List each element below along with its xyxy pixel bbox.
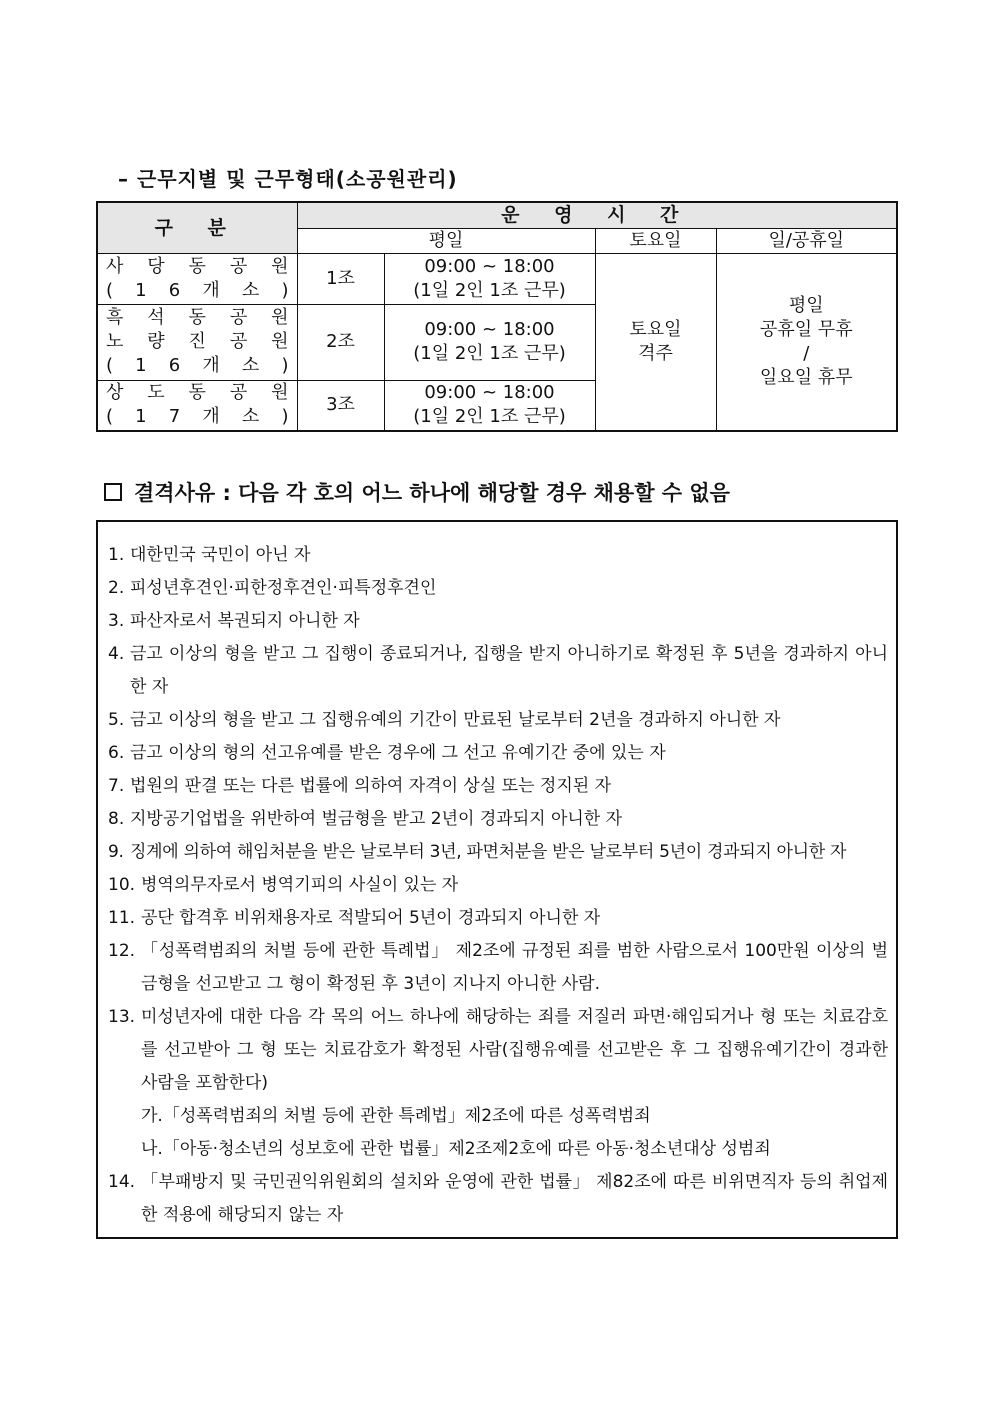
item-text: 금고 이상의 형을 받고 그 집행유예의 기간이 만료된 날로부터 2년을 경과하지 아니한 자	[130, 710, 781, 730]
team-1: 1조	[297, 253, 384, 304]
item-number: 14.	[108, 1172, 136, 1192]
item-text: 금고 이상의 형을 받고 그 집행이 종료되거나, 집행을 받지 아니하기로 확정된 후 5년을 경과하지 아니한 자	[130, 644, 888, 697]
sunday-schedule	[716, 253, 897, 431]
item-text: 피성년후견인·피한정후견인·피특정후견인	[130, 578, 437, 598]
hours-shift: (1일 2인 1조 근무)	[413, 343, 566, 364]
sub-item: 나.「아동·청소년의 성보호에 관한 법률」제2조제2호에 따른 아동·청소년대상 성범죄	[141, 1139, 771, 1159]
park-name: 사 당 동 공 원	[106, 255, 289, 277]
item-text: 대한민국 국민이 아닌 자	[130, 545, 311, 565]
hours-time: 09:00 ~ 18:00	[424, 319, 555, 340]
hours-time: 09:00 ~ 18:00	[424, 382, 555, 404]
saturday-schedule	[595, 253, 716, 431]
hours-1	[384, 253, 595, 304]
item-number: 12.	[108, 941, 136, 961]
section-title-disqualification	[104, 477, 730, 507]
hours-shift: (1일 2인 1조 근무)	[413, 406, 566, 428]
item-number: 3.	[108, 611, 125, 631]
list-item	[108, 869, 888, 902]
item-text: 미성년자에 대한 다음 각 목의 어느 하나에 해당하는 죄를 저질러 파면·해임되거나 형 또는 치료감호를 선고받아 그 형 또는 치료감호가 확정된 사람(집행유예를 선고받은 후 그 집행유예기간이 경과한 사람을 포함한다)	[141, 1007, 888, 1093]
header-sunday-holiday: 일/공휴일	[716, 228, 897, 253]
checkbox-square-icon	[104, 483, 122, 501]
item-number: 4.	[108, 644, 125, 664]
item-text: 지방공기업법을 위반하여 벌금형을 받고 2년이 경과되지 아니한 자	[130, 809, 623, 829]
operating-hours-table	[96, 201, 898, 432]
item-number: 5.	[108, 710, 125, 730]
park-group-1	[97, 253, 297, 304]
item-text: 징계에 의하여 해임처분을 받은 날로부터 3년, 파면처분을 받은 날로부터 5년이 경과되지 아니한 자	[130, 842, 847, 862]
park-count: ( 1 6 개 소 )	[106, 279, 289, 301]
item-text: 「성폭력범죄의 처벌 등에 관한 특례법」 제2조에 규정된 죄를 범한 사람으로서 100만원 이상의 벌금형을 선고받고 그 형이 확정된 후 3년이 지나지 아니한 사람.	[141, 941, 888, 994]
item-text: 파산자로서 복권되지 아니한 자	[130, 611, 360, 631]
item-number: 10.	[108, 875, 136, 895]
saturday-line: 격주	[638, 342, 673, 364]
list-item	[108, 1166, 888, 1232]
header-operating-hours: 운 영 시 간	[297, 202, 897, 228]
section-title-workplace: – 근무지별 및 근무형태(소공원관리)	[118, 167, 458, 191]
header-weekday: 평일	[297, 228, 595, 253]
list-item	[108, 638, 888, 704]
item-text: 법원의 판결 또는 다른 법률에 의하여 자격이 상실 또는 정지된 자	[130, 776, 612, 796]
list-item	[108, 1001, 888, 1100]
item-number: 6.	[108, 743, 125, 763]
team-2: 2조	[297, 304, 384, 380]
item-number: 2.	[108, 578, 125, 598]
item-number: 1.	[108, 545, 125, 565]
sub-item: 가.「성폭력범죄의 처벌 등에 관한 특례법」제2조에 따른 성폭력범죄	[141, 1106, 651, 1126]
hours-time: 09:00 ~ 18:00	[424, 255, 555, 277]
disqualification-box	[96, 520, 898, 1239]
item-text: 공단 합격후 비위채용자로 적발되어 5년이 경과되지 아니한 자	[141, 908, 601, 928]
list-item	[108, 836, 888, 869]
item-text: 금고 이상의 형의 선고유예를 받은 경우에 그 선고 유예기간 중에 있는 자	[130, 743, 666, 763]
saturday-line: 토요일	[629, 318, 682, 340]
item-number: 8.	[108, 809, 125, 829]
item-text: 병역의무자로서 병역기피의 사실이 있는 자	[141, 875, 459, 895]
header-category: 구 분	[97, 202, 297, 253]
item-number: 13.	[108, 1007, 136, 1027]
item-number: 7.	[108, 776, 125, 796]
hours-2	[384, 304, 595, 380]
list-item	[108, 935, 888, 1001]
list-item	[108, 704, 888, 737]
park-group-3	[97, 380, 297, 431]
list-item	[108, 902, 888, 935]
header-saturday: 토요일	[595, 228, 716, 253]
park-name: 흑 석 동 공 원	[106, 307, 289, 328]
list-item	[108, 770, 888, 803]
team-3: 3조	[297, 380, 384, 431]
park-group-2	[97, 304, 297, 380]
sunday-line: /	[803, 342, 810, 364]
hours-shift: (1일 2인 1조 근무)	[413, 279, 566, 301]
disqualification-title-text: 결격사유 : 다음 각 호의 어느 하나에 해당할 경우 채용할 수 없음	[134, 481, 730, 505]
park-count: ( 1 7 개 소 )	[106, 406, 289, 428]
item-text: 「부패방지 및 국민권익위원회의 설치와 운영에 관한 법률」 제82조에 따른 비위면직자 등의 취업제한 적용에 해당되지 않는 자	[141, 1172, 888, 1225]
list-item	[108, 572, 888, 605]
park-count: ( 1 6 개 소 )	[106, 355, 289, 376]
list-item	[108, 605, 888, 638]
sunday-line: 공휴일 무휴	[759, 318, 853, 340]
hours-3	[384, 380, 595, 431]
sunday-line: 일요일 휴무	[759, 366, 853, 388]
item-number: 9.	[108, 842, 124, 862]
item-number: 11.	[108, 908, 136, 928]
park-name: 상 도 동 공 원	[106, 382, 289, 404]
list-item	[108, 803, 888, 836]
disqualification-list	[108, 539, 888, 1232]
list-item	[108, 737, 888, 770]
list-item	[108, 539, 888, 572]
sunday-line: 평일	[788, 294, 824, 316]
park-name: 노 량 진 공 원	[106, 331, 289, 352]
